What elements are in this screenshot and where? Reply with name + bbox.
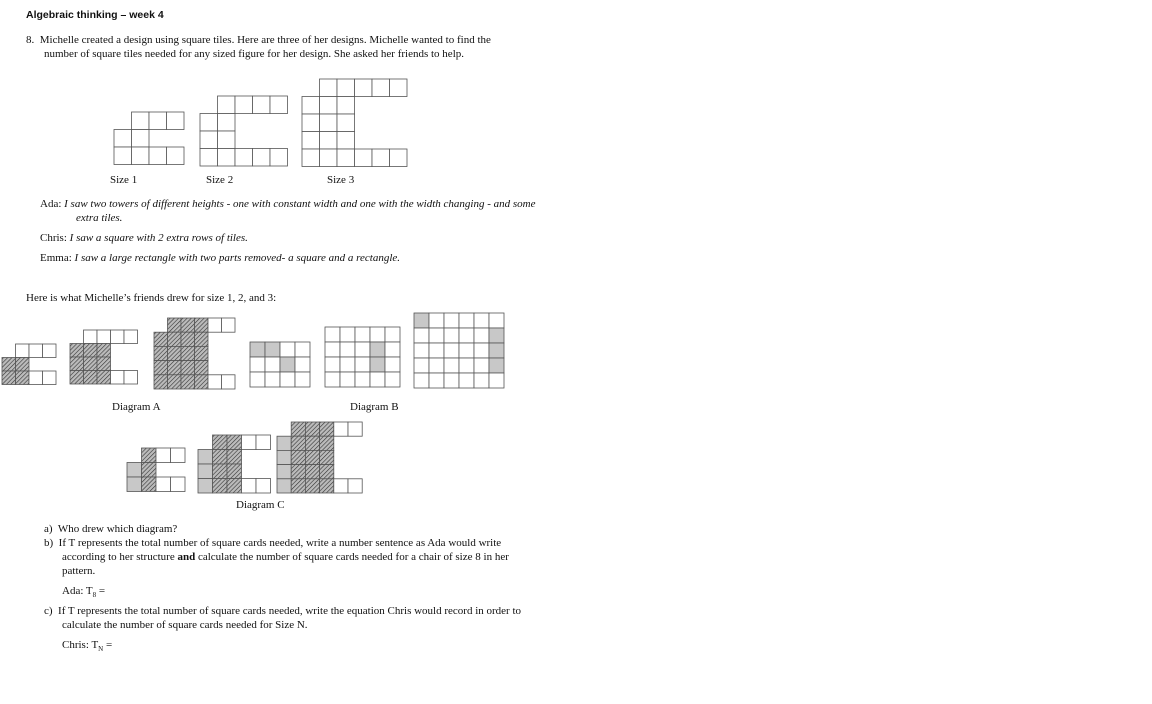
tile <box>70 371 84 385</box>
tile <box>320 79 338 97</box>
ada-statement <box>40 197 538 225</box>
part-b-bold: and <box>177 551 196 563</box>
tile <box>84 371 98 385</box>
question-number: 8. <box>26 34 35 46</box>
tile <box>235 149 253 167</box>
tile <box>168 375 182 389</box>
tile <box>334 479 348 493</box>
tile <box>218 114 236 132</box>
tile <box>320 97 338 115</box>
tile <box>320 132 338 150</box>
tile <box>124 330 138 344</box>
tile <box>156 477 171 492</box>
tile <box>474 343 489 358</box>
tile <box>29 344 43 358</box>
tile <box>414 358 429 373</box>
tile <box>320 114 338 132</box>
tile <box>218 131 236 149</box>
tile <box>250 357 265 372</box>
tile <box>489 343 504 358</box>
chris-answer-line <box>62 638 112 656</box>
tile <box>168 332 182 346</box>
tile <box>227 435 242 450</box>
tile <box>355 357 370 372</box>
tile <box>355 149 373 167</box>
tile <box>337 79 355 97</box>
chris-answer-prefix: Chris: T <box>62 639 99 651</box>
tile <box>474 373 489 388</box>
tile <box>325 327 340 342</box>
tile <box>97 330 111 344</box>
tile <box>337 132 355 150</box>
tile <box>370 357 385 372</box>
size-1-label: Size 1 <box>110 174 138 186</box>
tile <box>302 149 320 167</box>
tile <box>242 479 257 494</box>
tile <box>227 464 242 479</box>
tile <box>198 464 213 479</box>
tile <box>277 436 291 450</box>
tile <box>97 371 111 385</box>
tile <box>325 342 340 357</box>
tile <box>181 346 195 360</box>
diagram-c <box>127 422 362 493</box>
tile <box>154 332 168 346</box>
tile <box>16 344 30 358</box>
part-c-text: If T represents the total number of square cards needed, write the equation Chris would record in order to calculate the number of square cards needed for Size N. <box>58 605 522 631</box>
part-c <box>44 604 524 632</box>
tile <box>305 436 319 450</box>
part-a-label: a) <box>44 523 53 535</box>
tile <box>114 130 132 148</box>
tile <box>43 344 57 358</box>
tile <box>213 464 228 479</box>
tile <box>195 332 209 346</box>
tile <box>167 112 185 130</box>
part-b-label: b) <box>44 537 54 549</box>
tile <box>291 465 305 479</box>
tile <box>291 436 305 450</box>
tile <box>97 344 111 358</box>
tile <box>385 357 400 372</box>
tile <box>168 318 182 332</box>
tile <box>277 450 291 464</box>
ada-answer-suffix: = <box>96 585 106 597</box>
tile <box>16 371 30 385</box>
ada-name: Ada: <box>40 198 62 210</box>
tile <box>132 130 150 148</box>
tile <box>222 375 236 389</box>
tile <box>340 327 355 342</box>
diagram-c-label: Diagram C <box>236 499 285 511</box>
tile <box>334 422 348 436</box>
size-3-label: Size 3 <box>327 174 355 186</box>
tile <box>459 343 474 358</box>
tile <box>385 342 400 357</box>
page-title: Algebraic thinking – week 4 <box>26 9 164 21</box>
part-b <box>44 536 524 578</box>
part-b-text-2: calculate the number of square cards needed for a chair of size 8 in her pattern. <box>62 551 509 577</box>
tile <box>250 372 265 387</box>
tile <box>181 318 195 332</box>
tile <box>2 371 16 385</box>
tile <box>370 372 385 387</box>
tile <box>198 479 213 494</box>
tile <box>355 79 373 97</box>
tile <box>459 328 474 343</box>
tile <box>2 358 16 372</box>
tile <box>414 343 429 358</box>
tile <box>156 448 171 463</box>
tile <box>265 342 280 357</box>
tile <box>265 372 280 387</box>
tile <box>474 328 489 343</box>
tile <box>337 149 355 167</box>
tile <box>213 450 228 465</box>
tile <box>444 328 459 343</box>
chris-quote: I saw a square with 2 extra rows of tiles. <box>69 232 248 244</box>
tile <box>154 375 168 389</box>
tile <box>208 375 222 389</box>
tile <box>337 114 355 132</box>
chris-answer-sub: N <box>98 645 104 654</box>
tile <box>213 479 228 494</box>
tile <box>305 479 319 493</box>
tile <box>253 96 271 114</box>
tile <box>320 436 334 450</box>
tile <box>372 149 390 167</box>
tile <box>295 357 310 372</box>
chris-name: Chris: <box>40 232 67 244</box>
tile <box>142 448 157 463</box>
tile <box>97 357 111 371</box>
tile <box>222 318 236 332</box>
tile <box>280 372 295 387</box>
tile <box>305 422 319 436</box>
tile <box>171 477 186 492</box>
tile <box>213 435 228 450</box>
tile <box>489 358 504 373</box>
tile <box>459 373 474 388</box>
tile <box>277 465 291 479</box>
tile <box>195 361 209 375</box>
tile <box>340 342 355 357</box>
tile <box>340 357 355 372</box>
tile <box>320 465 334 479</box>
tile <box>111 371 125 385</box>
tile <box>167 147 185 165</box>
tile <box>474 358 489 373</box>
tile <box>370 342 385 357</box>
tile <box>291 450 305 464</box>
tile <box>227 450 242 465</box>
tile <box>253 149 271 167</box>
tile <box>280 357 295 372</box>
tile <box>242 435 257 450</box>
tile <box>250 342 265 357</box>
tile <box>444 313 459 328</box>
tile <box>114 147 132 165</box>
tile <box>320 450 334 464</box>
tile <box>235 96 253 114</box>
tile <box>385 327 400 342</box>
tile <box>43 371 57 385</box>
tile <box>295 342 310 357</box>
tile <box>84 330 98 344</box>
tile <box>320 479 334 493</box>
tile <box>320 149 338 167</box>
tile <box>200 131 218 149</box>
tile <box>355 327 370 342</box>
tile <box>84 344 98 358</box>
tile <box>489 373 504 388</box>
tile <box>340 372 355 387</box>
size-2-label: Size 2 <box>206 174 234 186</box>
ada-answer-prefix: Ada: T <box>62 585 93 597</box>
chris-answer-suffix: = <box>103 639 113 651</box>
tile <box>132 112 150 130</box>
tile <box>124 371 138 385</box>
tile <box>270 149 288 167</box>
tile <box>200 114 218 132</box>
tile <box>348 479 362 493</box>
tile <box>429 328 444 343</box>
michelle-designs <box>114 79 407 167</box>
diagram-b <box>250 313 504 388</box>
diagram-b-label: Diagram B <box>350 401 399 413</box>
tile <box>171 448 186 463</box>
tile <box>429 343 444 358</box>
tile <box>414 373 429 388</box>
tile <box>489 328 504 343</box>
tile <box>370 327 385 342</box>
tile <box>325 357 340 372</box>
tile <box>195 375 209 389</box>
tile <box>208 318 222 332</box>
ada-quote: I saw two towers of different heights - one with constant width and one with the width changing - and some extra tiles. <box>64 198 536 224</box>
tile <box>372 79 390 97</box>
tile <box>181 361 195 375</box>
emma-name: Emma: <box>40 252 72 264</box>
tile <box>429 313 444 328</box>
tile <box>29 371 43 385</box>
tile <box>489 313 504 328</box>
tile <box>429 373 444 388</box>
tile <box>291 422 305 436</box>
tile <box>355 372 370 387</box>
tile <box>302 132 320 150</box>
tile <box>195 346 209 360</box>
tile <box>195 318 209 332</box>
tile <box>302 114 320 132</box>
tile <box>280 342 295 357</box>
tile <box>337 97 355 115</box>
tile <box>355 342 370 357</box>
tile <box>390 149 408 167</box>
part-a <box>44 522 524 536</box>
part-c-label: c) <box>44 605 53 617</box>
tile <box>218 96 236 114</box>
tile <box>168 361 182 375</box>
tile <box>414 328 429 343</box>
tile <box>270 96 288 114</box>
tile <box>459 313 474 328</box>
tile <box>444 358 459 373</box>
tile <box>168 346 182 360</box>
tile <box>429 358 444 373</box>
tile <box>132 147 150 165</box>
question-text: Michelle created a design using square tiles. Here are three of her designs. Michelle wanted to find the number of square tiles needed for any sized figure for her design. She asked her friends to help. <box>39 34 491 60</box>
diagram-a-label: Diagram A <box>112 401 161 413</box>
tile <box>277 479 291 493</box>
tile <box>265 357 280 372</box>
ada-answer-sub: 8 <box>92 591 97 600</box>
tile <box>149 112 167 130</box>
part-b-text-1: If T represents the total number of square cards needed, write a number sentence as Ada would write according to her structure <box>58 537 502 563</box>
tile <box>84 357 98 371</box>
tile <box>127 463 142 478</box>
tile <box>200 149 218 167</box>
tile <box>149 147 167 165</box>
tile <box>414 313 429 328</box>
tile <box>459 358 474 373</box>
tile <box>16 358 30 372</box>
tile <box>142 477 157 492</box>
diagrams-intro: Here is what Michelle’s friends drew for size 1, 2, and 3: <box>26 292 277 304</box>
tile <box>111 330 125 344</box>
tile <box>295 372 310 387</box>
tile <box>305 465 319 479</box>
tile <box>305 450 319 464</box>
tile <box>142 463 157 478</box>
diagram-a <box>2 318 235 389</box>
tile <box>385 372 400 387</box>
emma-statement <box>40 251 538 265</box>
tile <box>181 375 195 389</box>
tile <box>70 344 84 358</box>
tile <box>154 346 168 360</box>
tile <box>181 332 195 346</box>
tile <box>444 373 459 388</box>
tile <box>291 479 305 493</box>
tile <box>302 97 320 115</box>
tile <box>320 422 334 436</box>
chris-statement <box>40 231 538 245</box>
tile <box>127 477 142 492</box>
tile <box>444 343 459 358</box>
tile <box>325 372 340 387</box>
tile <box>256 435 271 450</box>
ada-answer-line <box>62 584 105 602</box>
tile <box>348 422 362 436</box>
tile <box>227 479 242 494</box>
tile <box>390 79 408 97</box>
emma-quote: I saw a large rectangle with two parts removed- a square and a rectangle. <box>74 252 401 264</box>
part-a-text: Who drew which diagram? <box>57 523 178 535</box>
tile <box>218 149 236 167</box>
tile <box>474 313 489 328</box>
tile <box>154 361 168 375</box>
tile <box>256 479 271 494</box>
tile <box>198 450 213 465</box>
tile <box>70 357 84 371</box>
